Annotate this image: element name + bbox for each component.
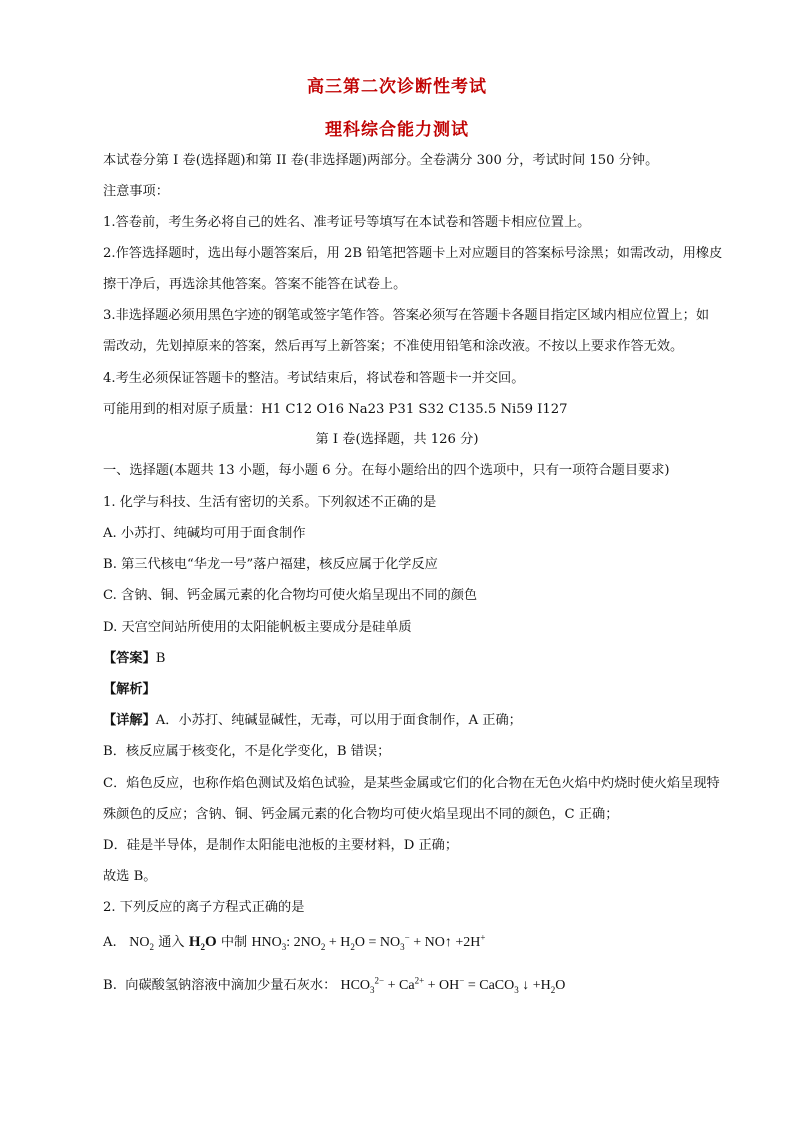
question-2-option-a [103,933,485,952]
option-a-prefix: A. [103,935,117,950]
detail-a [103,712,522,730]
text-tongru: 通入 [158,935,185,950]
question-1-option-c: C. 含钠、铜、钙金属元素的化合物均可使火焰呈现出不同的颜色 [103,588,478,603]
conclusion: 故选 B。 [103,869,157,884]
reaction-equation-b: $HCO_3^{2-} + Ca^{2+} + OH^-$ = CaCO$_3$ ↓ $+H_2O$ [340,975,566,995]
text-zhongzhi: 中制 [220,935,248,950]
question-1-option-d: D. 天宫空间站所使用的太阳能帆板主要成分是硅单质 [103,620,412,635]
notice-item-3-line-1: 3.非选择题必须用黑色字迹的钢笔或签字笔作答。答案必须写在答题卡各题目指定区域内相应位置上；如 [103,308,710,323]
h2o-formula: $H_2O$ [188,934,217,952]
notice-item-4: 4.考生必须保证答题卡的整洁。考试结束后，将试卷和答题卡一并交回。 [103,371,525,386]
question-1-option-a: A. 小苏打、纯碱均可用于面食制作 [103,526,306,541]
intro-text: 本试卷分第 I 卷(选择题)和第 II 卷(非选择题)两部分。全卷满分 300 分，考试时间 150 分钟。 [103,153,659,168]
detail-c-line-1: C．焰色反应，也称作焰色测试及焰色试验，是某些金属或它们的化合物在无色火焰中灼烧时使火焰呈现特 [103,776,720,791]
option-b-text: 向碳酸氢钠溶液中滴加少量石灰水： [125,978,337,993]
notice-heading: 注意事项： [103,184,169,199]
question-1-option-b: B. 第三代核电“华龙一号”落户福建，核反应属于化学反应 [103,557,438,572]
answer-label: 【答案】 [103,651,156,666]
question-2-stem: 2. 下列反应的离子方程式正确的是 [103,900,305,915]
analysis-label: 【解析】 [103,682,156,697]
exam-title: 高三第二次诊断性考试 [307,77,487,97]
detail-c-line-2: 殊颜色的反应；含钠、铜、钙金属元素的化合物均可使火焰呈现出不同的颜色，C 正确； [103,807,619,822]
notice-item-2-line-2: 擦干净后，再选涂其他答案。答案不能答在试卷上。 [103,277,407,292]
notice-item-2-line-1: 2.作答选择题时，选出每小题答案后，用 2B 铅笔把答题卡上对应题目的答案标号涂黑；如需改动，用橡皮 [103,246,723,261]
option-b-prefix: B. [103,978,117,993]
detail-label: 【详解】 [103,713,156,728]
detail-a-text: A．小苏打、纯碱显碱性，无毒，可以用于面食制作，A 正确； [155,713,522,728]
detail-b: B．核反应属于核变化，不是化学变化，B 错误； [103,744,391,759]
no2-formula: $NO_2$ [129,935,155,952]
question-1-stem: 1. 化学与科技、生活有密切的关系。下列叙述不正确的是 [103,495,437,510]
answer-value: B [155,651,166,666]
section-title: 第 I 卷(选择题，共 126 分) [315,432,479,447]
question-1-answer [103,650,165,668]
reaction-equation-a: $HNO_3$: $2NO_2 + H_2O = NO_3^-$ + NO↑ +2H+ [251,932,486,952]
question-2-option-b [103,977,565,995]
notice-item-3-line-2: 需改动，先划掉原来的答案，然后再写上新答案；不准使用铅笔和涂改液。不按以上要求作答无效。 [103,339,684,354]
exam-subtitle: 理科综合能力测试 [325,120,469,140]
atomic-mass-line: 可能用到的相对原子质量：H1 C12 O16 Na23 P31 S32 C135.5 Ni59 I127 [103,402,568,417]
notice-item-1: 1.答卷前，考生务必将自己的姓名、准考证号等填写在本试卷和答题卡相应位置上。 [103,215,591,230]
section-intro: 一、选择题(本题共 13 小题，每小题 6 分。在每小题给出的四个选项中，只有一项符合题目要求) [103,463,670,478]
detail-d: D．硅是半导体，是制作太阳能电池板的主要材料，D 正确； [103,838,459,853]
